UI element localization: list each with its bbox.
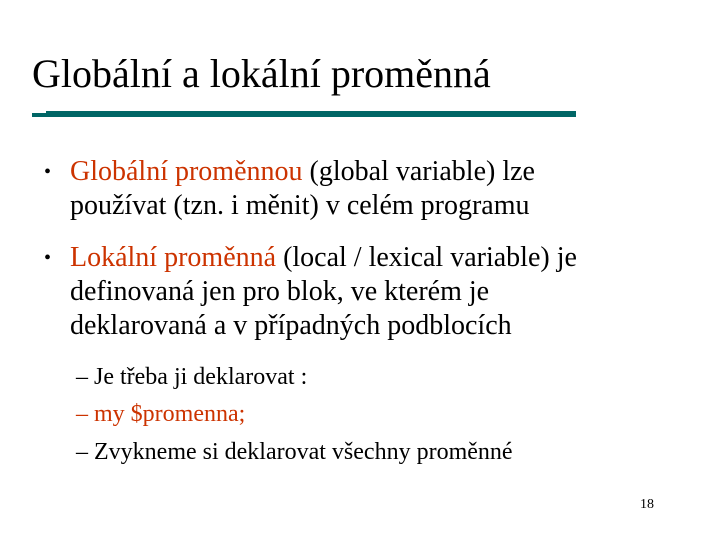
page-number: 18 — [640, 497, 654, 512]
bullet-text — [70, 241, 577, 343]
title-underline-notch — [32, 110, 46, 113]
bullet-highlight: Globální proměnnou — [70, 156, 303, 187]
subbullet-declare: – Je třeba ji deklarovat : — [76, 364, 308, 390]
bullet-line-1 — [70, 155, 535, 189]
bullet-marker: • — [44, 247, 52, 269]
bullet-highlight: Lokální proměnná — [70, 242, 277, 273]
subbullet-code-example: – my $promenna; — [76, 401, 246, 427]
bullet-line-3: deklarovaná a v případných podblocích — [70, 310, 512, 341]
bullet-line-1 — [70, 241, 577, 275]
subbullet-habit: – Zvykneme si deklarovat všechny proměnné — [76, 439, 513, 465]
bullet-line-2: definovaná jen pro blok, ve kterém je — [70, 276, 490, 307]
bullet-rest: (global variable) lze — [302, 156, 535, 187]
bullet-text — [70, 155, 535, 223]
bullet-marker: • — [44, 161, 52, 183]
slide-title: Globální a lokální proměnná — [32, 51, 491, 96]
title-underline — [32, 111, 576, 117]
bullet-line-2: používat (tzn. i měnit) v celém programu — [70, 190, 530, 221]
bullet-rest: (local / lexical variable) je — [276, 242, 577, 273]
